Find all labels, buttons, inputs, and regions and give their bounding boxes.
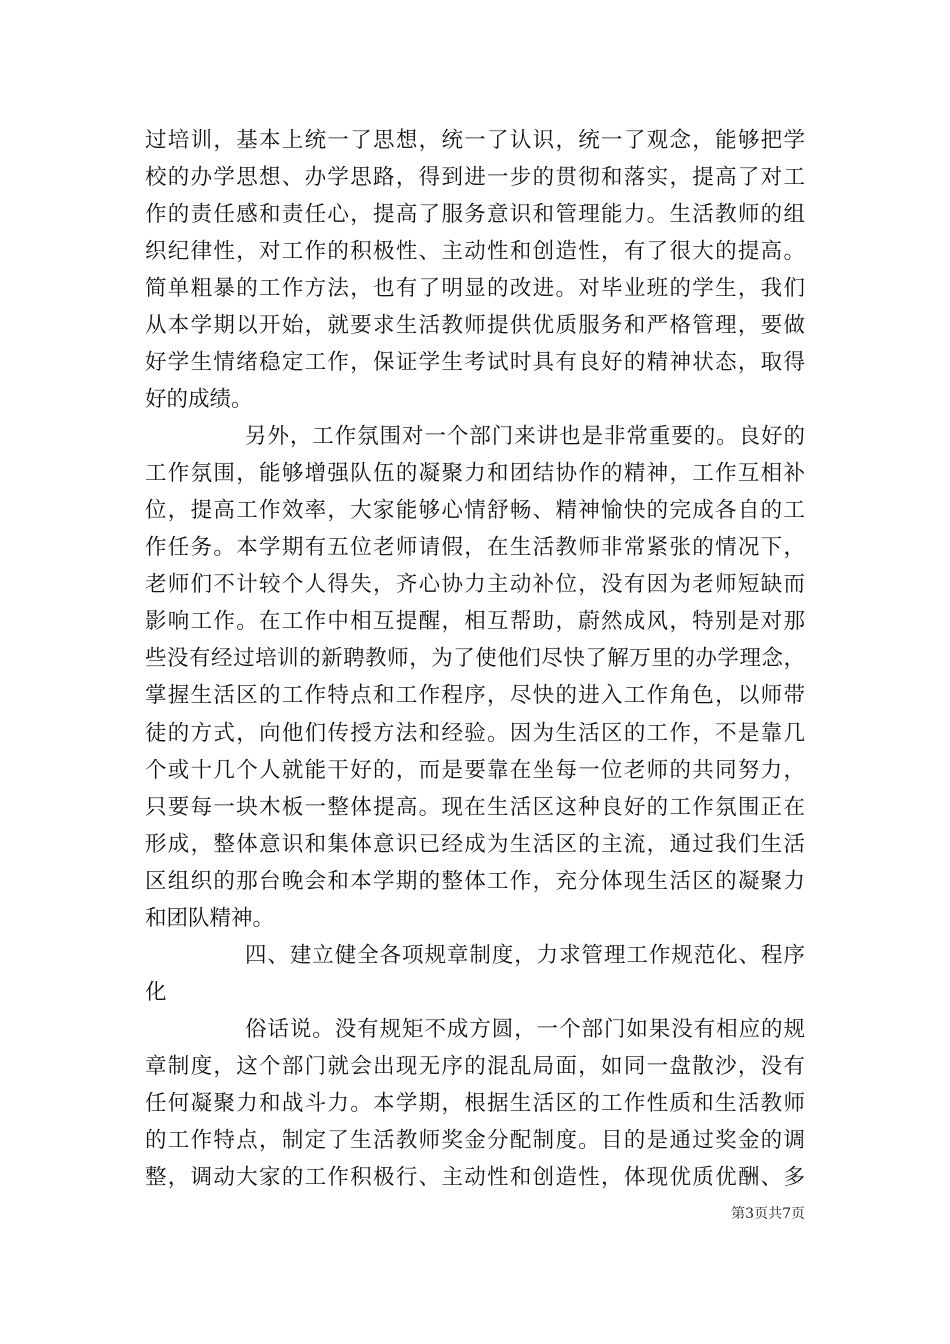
text-line: 徒的方式，向他们传授方法和经验。因为生活区的工作，不是靠几 [145,720,805,746]
text-line: 校的办学思想、办学思路，得到进一步的贯彻和落实，提高了对工 [145,165,805,191]
text-line: 影响工作。在工作中相互提醒，相互帮助，蔚然成风，特别是对那 [145,609,805,635]
text-line: 织纪律性，对工作的积极性、主动性和创造性，有了很大的提高。 [145,239,805,265]
text-line: 好学生情绪稳定工作，保证学生考试时具有良好的精神状态，取得 [145,350,805,376]
text-line: 作任务。本学期有五位老师请假，在生活教师非常紧张的情况下， [145,535,805,561]
text-line: 作的责任感和责任心，提高了服务意识和管理能力。生活教师的组 [145,202,805,228]
paragraph [145,1011,805,1196]
text-line: 和团队精神。 [145,905,275,931]
text-line: 位，提高工作效率，大家能够心情舒畅、精神愉快的完成各自的工 [145,498,805,524]
text-line: 章制度，这个部门就会出现无序的混乱局面，如同一盘散沙，没有 [145,1053,805,1079]
text-line: 另外，工作氛围对一个部门来讲也是非常重要的。良好的 [245,424,805,450]
text-line: 些没有经过培训的新聘教师，为了使他们尽快了解万里的办学理念， [145,646,805,672]
text-line: 过培训，基本上统一了思想，统一了认识，统一了观念，能够把学 [145,128,805,153]
text-line: 区组织的那台晚会和本学期的整体工作，充分体现生活区的凝聚力 [145,868,805,894]
text-line: 俗话说。没有规矩不成方圆，一个部门如果没有相应的规 [245,1016,805,1042]
text-line: 简单粗暴的工作方法，也有了明显的改进。对毕业班的学生，我们 [145,276,805,302]
text-line: 掌握生活区的工作特点和工作程序，尽快的进入工作角色，以师带 [145,683,805,709]
text-line: 整，调动大家的工作积极行、主动性和创造性，体现优质优酬、多 [145,1164,805,1190]
paragraph [145,418,805,936]
text-line: 四、建立健全各项规章制度，力求管理工作规范化、程序 [245,942,805,968]
document-body [145,122,805,1196]
text-line: 工作氛围，能够增强队伍的凝聚力和团结协作的精神，工作互相补 [145,461,805,487]
page-number: 第3页共7页 [731,1206,805,1222]
text-line: 老师们不计较个人得失，齐心协力主动补位，没有因为老师短缺而 [145,572,805,598]
text-line: 好的成绩。 [145,387,253,413]
text-line: 任何凝聚力和战斗力。本学期，根据生活区的工作性质和生活教师 [145,1090,805,1116]
text-line: 化 [145,979,167,1005]
text-line: 从本学期以开始，就要求生活教师提供优质服务和严格管理，要做 [145,313,805,339]
text-line: 个或十几个人就能干好的，而是要靠在坐每一位老师的共同努力， [145,757,805,783]
paragraph [145,937,805,1011]
paragraph [145,122,805,418]
text-line: 的工作特点，制定了生活教师奖金分配制度。目的是通过奖金的调 [145,1127,805,1153]
text-line: 形成，整体意识和集体意识已经成为生活区的主流，通过我们生活 [145,831,805,857]
text-line: 只要每一块木板一整体提高。现在生活区这种良好的工作氛围正在 [145,794,805,820]
